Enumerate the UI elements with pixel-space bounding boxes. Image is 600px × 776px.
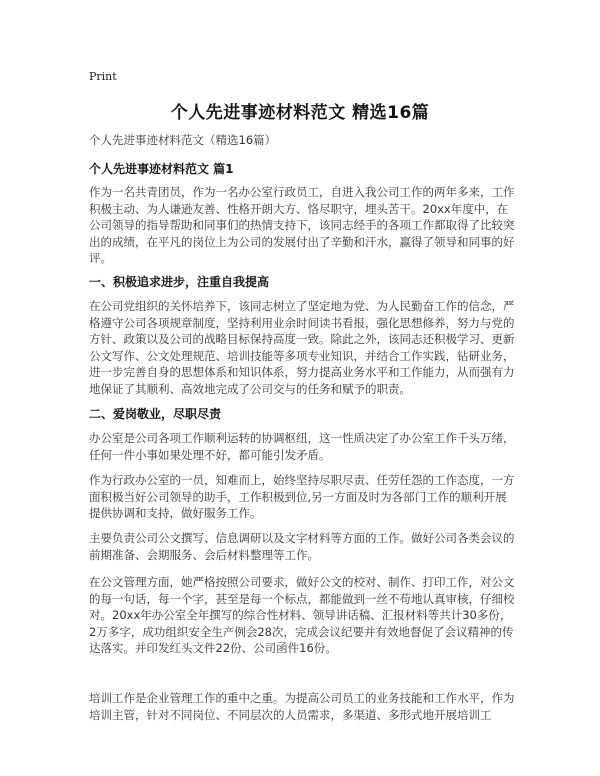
section-heading-2: 二、爱岗敬业，尽职尽责	[89, 407, 222, 421]
page-subtitle: 个人先进事迹材料范文（精选16篇）	[89, 133, 277, 147]
article-heading: 个人先进事迹材料范文 篇1	[89, 162, 234, 176]
intro-paragraph: 作为一名共青团员，作为一名办公室行政员工，自进入我公司工作的两年多来，工作积极主动、为人谦逊友善、性格开朗大方、恪尽职守，埋头苦干。20xx年度中，在公司领导的指导帮助和同事们的热情支持下，该同志经手的各项工作都取得了比较突出的成绩，在平凡的岗位上为公司的发展付出了辛勤和汗水，赢得了领导和同事的好评。	[89, 185, 515, 265]
print-link[interactable]: Print	[89, 70, 117, 83]
paragraph-1: 在公司党组织的关怀培养下，该同志树立了坚定地为党、为人民勤奋工作的信念，严格遵守公司各项规章制度，坚持利用业余时间读书看报，强化思想修养，努力与党的方针、政策以及公司的战略目标保持高度一致。除此之外，该同志还积极学习、更新公文写作、公文处理规范、培训技能等多项专业知识，并结合工作实践，钻研业务，进一步完善自身的思想体系和知识体系，努力提高业务水平和工作能力，从而强有力地保证了其顺利、高效地完成了公司交与的任务和赋予的职责。	[89, 299, 515, 396]
section-heading-1: 一、积极追求进步，注重自我提高	[89, 275, 270, 289]
paragraph-2: 办公室是公司各项工作顺利运转的协调枢纽，这一性质决定了办公室工作千头万绪，任何一件小事如果处理不好，都可能引发矛盾。	[89, 431, 515, 462]
page-title: 个人先进事迹材料范文 精选16篇	[170, 103, 430, 123]
paragraph-3: 作为行政办公室的一员，知难而上，始终坚持尽职尽责、任劳任怨的工作态度，一方面积极当好公司领导的助手，工作积极到位,另一方面及时为各部门工作的顺利开展提供协调和支持，做好服务工作。	[89, 473, 515, 520]
paragraph-4: 主要负责公司公文撰写、信息调研以及文字材料等方面的工作。做好公司各类会议的前期准备、会期服务、会后材料整理等工作。	[89, 531, 515, 562]
paragraph-5: 在公文管理方面，她严格按照公司要求，做好公文的校对、制作、打印工作，对公文的每一句话，每一个字，甚至是每一个标点，都能做到一丝不苟地认真审核，仔细校对。20xx年办公室全年撰写的综合性材料、领导讲话稿、汇报材料等共计30多份，2万多字，成功组织安全生产例会28次，完成会议纪要并有效地督促了会议精神的传达落实。并印发红头文件22份、公司函件16份。	[89, 575, 515, 655]
paragraph-6: 培训工作是企业管理工作的重中之重。为提高公司员工的业务技能和工作水平，作为培训主管，针对不同岗位、不同层次的人员需求，多渠道、多形式地开展培训工	[89, 691, 515, 722]
